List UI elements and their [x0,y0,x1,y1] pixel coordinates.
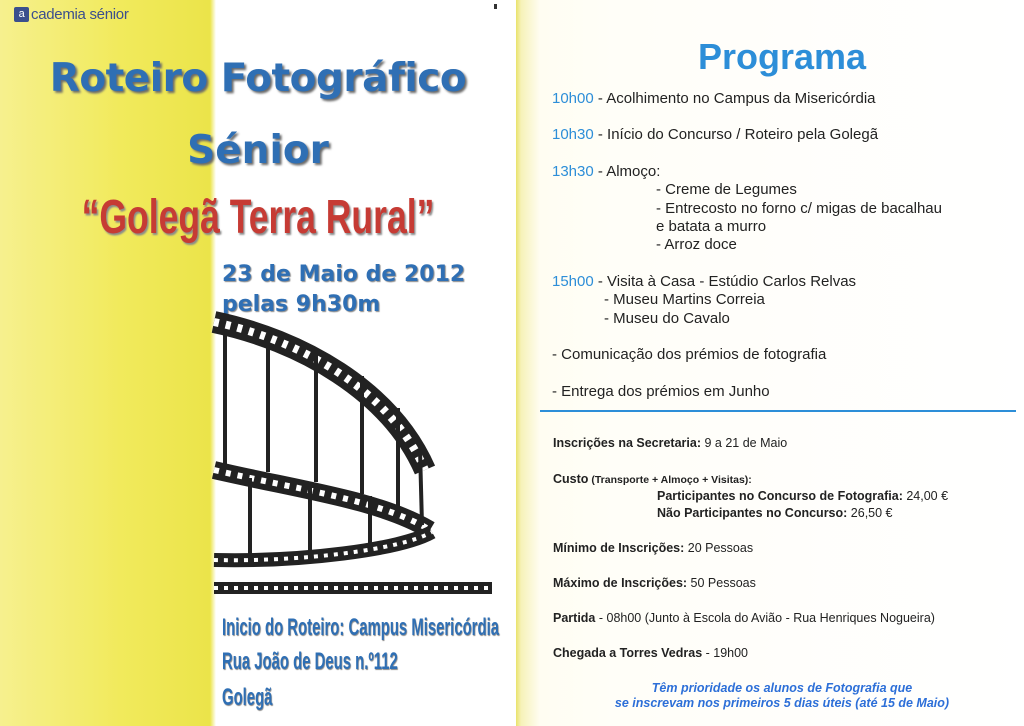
event-time: pelas 9h30m [222,292,381,317]
logo-text: cademia sénior [31,6,129,23]
info-inscricoes [553,436,787,450]
poster-left-panel [0,0,510,726]
info-value: 20 Pessoas [684,541,754,555]
schedule-item-2 [552,126,878,143]
info-value: 24,00 € [902,489,949,503]
schedule-time: 13h30 [552,163,594,180]
priority-note-line1: Têm prioridade os alunos de Fotografia que [651,681,913,695]
program-right-panel [516,0,1024,726]
visit-item: - Museu Martins Correia [604,291,765,308]
schedule-text: - Acolhimento no Campus da Misericórdia [593,90,876,107]
section-divider [540,410,1016,412]
schedule-text: - Visita à Casa - Estúdio Carlos Relvas [593,273,857,290]
location-line-1: Inicio do Roteiro: Campus Misericórdia [222,614,499,641]
lunch-item: - Creme de Legumes [656,181,797,198]
lunch-item: - Entrecosto no forno c/ migas de bacalhau [656,200,942,217]
schedule-item-1 [552,90,876,107]
location-line-2: Rua João de Deus n.º112 [222,648,398,675]
info-minimo [553,541,753,555]
info-value: 50 Pessoas [687,576,756,590]
info-detail: (Transporte + Almoço + Visitas): [588,474,752,486]
schedule-item-3 [552,163,660,180]
info-label: Custo [553,472,589,486]
info-value: 26,50 € [847,506,893,520]
logo-icon: a [14,7,29,22]
extra-item: - Comunicação dos prémios de fotografia [552,346,827,363]
info-label: Partida [553,611,596,625]
info-label: Mínimo de Inscrições: [553,541,685,555]
info-participantes [657,489,948,503]
info-chegada [553,646,748,660]
info-value: - 08h00 (Junto à Escola do Avião - Rua Henriques Nogueira) [595,611,935,625]
schedule-time: 15h00 [552,273,594,290]
poster-title-line2: Sénior [187,128,329,173]
info-label: Chegada a Torres Vedras [553,646,703,660]
schedule-time: 10h30 [552,126,594,143]
info-label: Inscrições na Secretaria: [553,436,701,450]
info-maximo [553,576,756,590]
info-label: Máximo de Inscrições: [553,576,688,590]
schedule-text: - Almoço: [593,163,661,180]
lunch-item: e batata a murro [656,218,767,235]
schedule-text: - Início do Concurso / Roteiro pela Golegã [593,126,879,143]
schedule-time: 10h00 [552,90,594,107]
info-nao-participantes [657,506,893,520]
event-date: 23 de Maio de 2012 [222,262,466,287]
program-title: Programa [697,36,867,77]
film-strip-illustration [0,300,510,620]
location-line-3: Golegã [222,684,273,711]
lunch-item: - Arroz doce [656,236,737,253]
schedule-item-4 [552,273,856,290]
info-value: - 19h00 [702,646,749,660]
visit-item: - Museu do Cavalo [604,310,730,327]
poster-subtitle: “Golegã Terra Rural” [81,191,435,244]
poster-title-line1: Roteiro Fotográfico [49,56,467,101]
info-value: 9 a 21 de Maio [701,436,788,450]
academia-senior-logo [14,6,129,23]
info-custo [553,472,752,486]
extra-item: - Entrega dos prémios em Junho [552,383,770,400]
priority-note-line2: se inscrevam nos primeiros 5 dias úteis (até 15 de Maio) [614,696,950,710]
info-label: Não Participantes no Concurso: [657,506,848,520]
info-partida [553,611,935,625]
info-label: Participantes no Concurso de Fotografia: [657,489,903,503]
scan-speck [494,4,497,9]
